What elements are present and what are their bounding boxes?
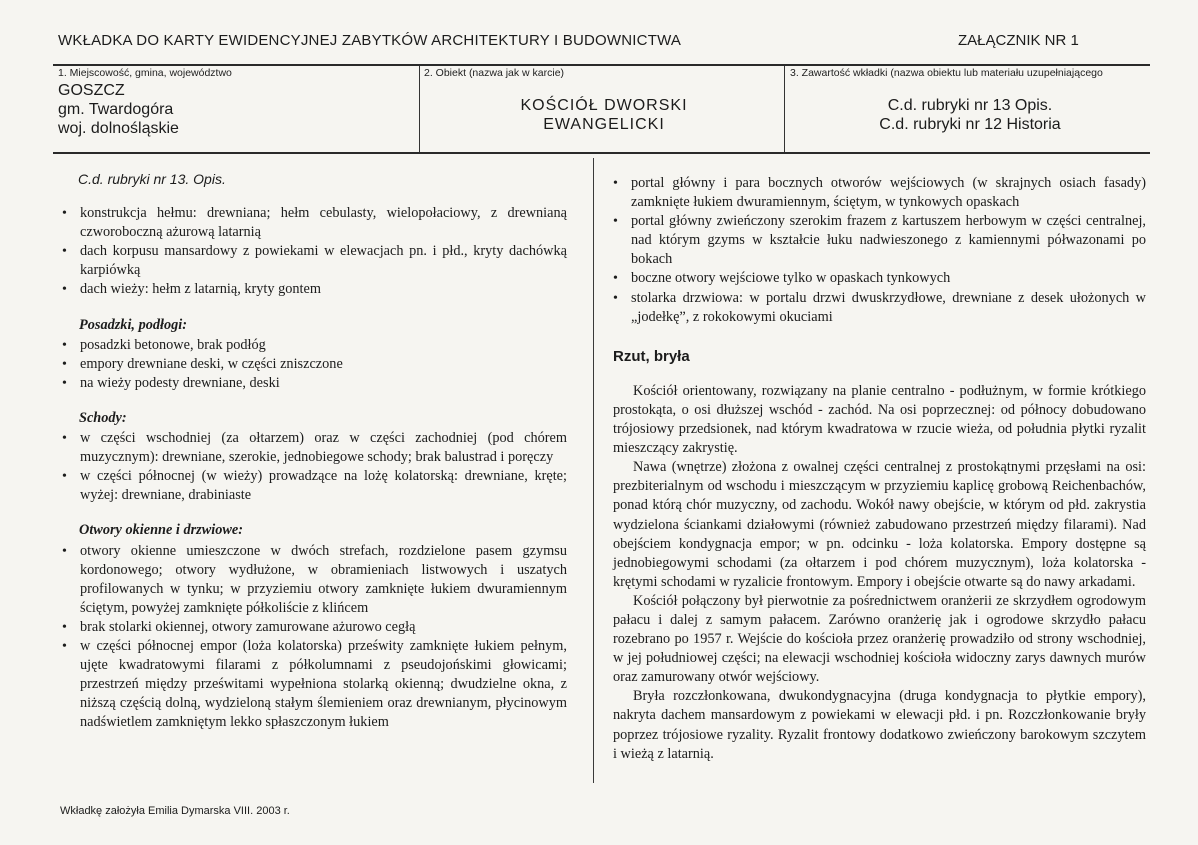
paragraph: Nawa (wnętrze) złożona z owalnej części centralnej z prostokątnymi przęsłami na osi: prezbiterialnym od wschodu i mieszczącym w przyziemiu kaplicę grobową Reichenbachów, ponad którą chór muzyczny, od zachodu. Wokół nawy obejście, w którym od płd. zakrystia wydzielona ściankami działowymi (również zabudowano przestrzeń między filarami). Nad obejściem kondygnacja empor; w pn. odcinku - loża kolatorska. Empory dostępne są jednobiegowymi schodami (za ołtarzem i pod chórem muzycznym), loża kolatorska - krętymi schodami w ryzalicie frontowym. Empory i obejście otwarte są do nawy arkadami.	[613, 459, 1146, 590]
list-item: • konstrukcja hełmu: drewniana; hełm cebulasty, wielopołaciowy, z drewnianą czworoboczną ażurową latarnią	[62, 204, 567, 242]
openings-list	[62, 542, 567, 733]
list-item: • dach korpusu mansardowy z powiekami w elewacjach pn. i płd., kryty dachówką karpiówką	[62, 242, 567, 280]
location-box	[58, 67, 418, 151]
list-item: • portal główny zwieńczony szerokim frazem z kartuszem herbowym w części centralnej, nad którym gzyms w kształcie łuku nadwieszonego z kamiennymi półwazonami po bokach	[613, 212, 1146, 269]
plan-section-heading: Rzut, bryła	[613, 347, 690, 365]
floors-list	[62, 336, 567, 393]
box-divider	[784, 66, 785, 152]
list-item: • otwory okienne umieszczone w dwóch strefach, rozdzielone pasem gzymsu kordonowego; otwory wydłużone, w obramieniach listwowych i uszatych profilowanych w tynku; w przyziemiu otwory zamknięte łukiem dwuramiennym ściętym, powyżej zamknięte półkoliście z klińcem	[62, 542, 567, 618]
annex-label: ZAŁĄCZNIK NR 1	[958, 32, 1079, 49]
right-column	[613, 174, 1146, 764]
roof-list	[62, 204, 567, 299]
author-footer: Wkładkę założyła Emilia Dymarska VIII. 2003 r.	[60, 805, 290, 817]
list-item: • empory drewniane deski, w części zniszczone	[62, 355, 567, 374]
list-item: • dach wieży: hełm z latarnią, kryty gontem	[62, 280, 567, 299]
list-item: • na wieży podesty drewniane, deski	[62, 374, 567, 393]
form-title: WKŁADKA DO KARTY EWIDENCYJNEJ ZABYTKÓW ARCHITEKTURY I BUDOWNICTWA	[58, 32, 682, 49]
location-commune: gm. Twardogóra	[58, 101, 174, 118]
object-box	[424, 67, 784, 151]
list-item: • w części północnej (w wieży) prowadzące na lożę kolatorską: drewniane, kręte; wyżej: drewniane, drabiniaste	[62, 467, 567, 505]
continuation-note: C.d. rubryki nr 13. Opis.	[78, 171, 226, 187]
location-label: 1. Miejscowość, gmina, województwo	[58, 67, 232, 79]
list-item: • w części wschodniej (za ołtarzem) oraz w części zachodniej (pod chórem muzycznym): drewniane, szerokie, jednobiegowe schody; brak balustrad i poręczy	[62, 429, 567, 467]
box-divider	[419, 66, 420, 152]
list-item: • w części północnej empor (loża kolatorska) prześwity zamknięte łukiem pełnym, ujęte kwadratowymi filarami z półkolumnami z pseudojońskimi głowicami; przestrzeń między prześwitami wypełniona stolarką okienną; dwudzielne okna, z niższą częścią dolną, wydzieloną stałym ślemieniem oraz drewnianym, płycinowym nadświetlem zamkniętym lekko spłaszczonym łukiem	[62, 637, 567, 732]
header-bottom-rule	[53, 152, 1150, 154]
paragraph: Kościół połączony był pierwotnie za pośrednictwem oranżerii ze skrzydłem ogrodowym pałacu i dalej z samym pałacem. Zarówno oranżerię jak i ogrodowe skrzydło pałacu rozebrano po 1957 r. Wejście do kościoła przez oranżerię prowadziło od strony wschodniej, w jej południowej części; na elewacji wschodniej kościoła widoczny zarys dawnych murów oraz zamurowany otwór wejściowy.	[613, 592, 1146, 686]
object-label: 2. Obiekt (nazwa jak w karcie)	[424, 67, 565, 79]
column-divider	[593, 158, 594, 783]
location-voivodeship: woj. dolnośląskie	[58, 120, 179, 137]
contents-line2: C.d. rubryki nr 12 Historia	[879, 116, 1061, 133]
object-name-line2: EWANGELICKI	[543, 116, 665, 133]
list-item: • portal główny i para bocznych otworów wejściowych (w skrajnych osiach fasady) zamknięte łukiem dwuramiennym, ściętym, w tynkowych opaskach	[613, 174, 1146, 212]
list-item: • stolarka drzwiowa: w portalu drzwi dwuskrzydłowe, drewniane z desek ułożonych w „jodełkę”, z rokokowymi okuciami	[613, 289, 1146, 327]
openings-heading: Otwory okienne i drzwiowe:	[79, 522, 244, 539]
object-name-line1: KOŚCIÓŁ DWORSKI	[520, 97, 688, 114]
contents-box	[790, 67, 1150, 151]
paragraph: Bryła rozczłonkowana, dwukondygnacyjna (druga kondygnacja to płytkie empory), nakryta dachem mansardowym z powiekami w elewacji płd. i pn. Rozczłonkowanie bryły poprzez trójosiowe ryzality. Ryzalit frontowy dodatkowo zwieńczony barokowym szczytem i wieżą z latarnią.	[613, 688, 1146, 762]
location-village: GOSZCZ	[58, 82, 125, 99]
stairs-list	[62, 429, 567, 505]
doors-list	[613, 174, 1146, 327]
floors-heading: Posadzki, podłogi:	[79, 316, 188, 333]
left-column	[62, 170, 567, 732]
list-item: • boczne otwory wejściowe tylko w opaskach tynkowych	[613, 269, 1146, 288]
stairs-heading: Schody:	[79, 409, 127, 426]
header-top-rule	[53, 64, 1150, 66]
list-item: • brak stolarki okiennej, otwory zamurowane ażurowo cegłą	[62, 618, 567, 637]
contents-label: 3. Zawartość wkładki (nazwa obiektu lub materiału uzupełniającego	[790, 67, 1103, 79]
contents-line1: C.d. rubryki nr 13 Opis.	[887, 97, 1053, 114]
list-item: • posadzki betonowe, brak podłóg	[62, 336, 567, 355]
paragraph: Kościół orientowany, rozwiązany na planie centralno - podłużnym, w formie krótkiego prostokąta, o osi dłuższej wschód - zachód. Na osi poprzecznej: od północy dobudowano trójosiowy przedsionek, nad którym kwadratowa w rzucie wieża, od południa płytki ryzalit mieszczący zakrystię.	[613, 382, 1146, 457]
